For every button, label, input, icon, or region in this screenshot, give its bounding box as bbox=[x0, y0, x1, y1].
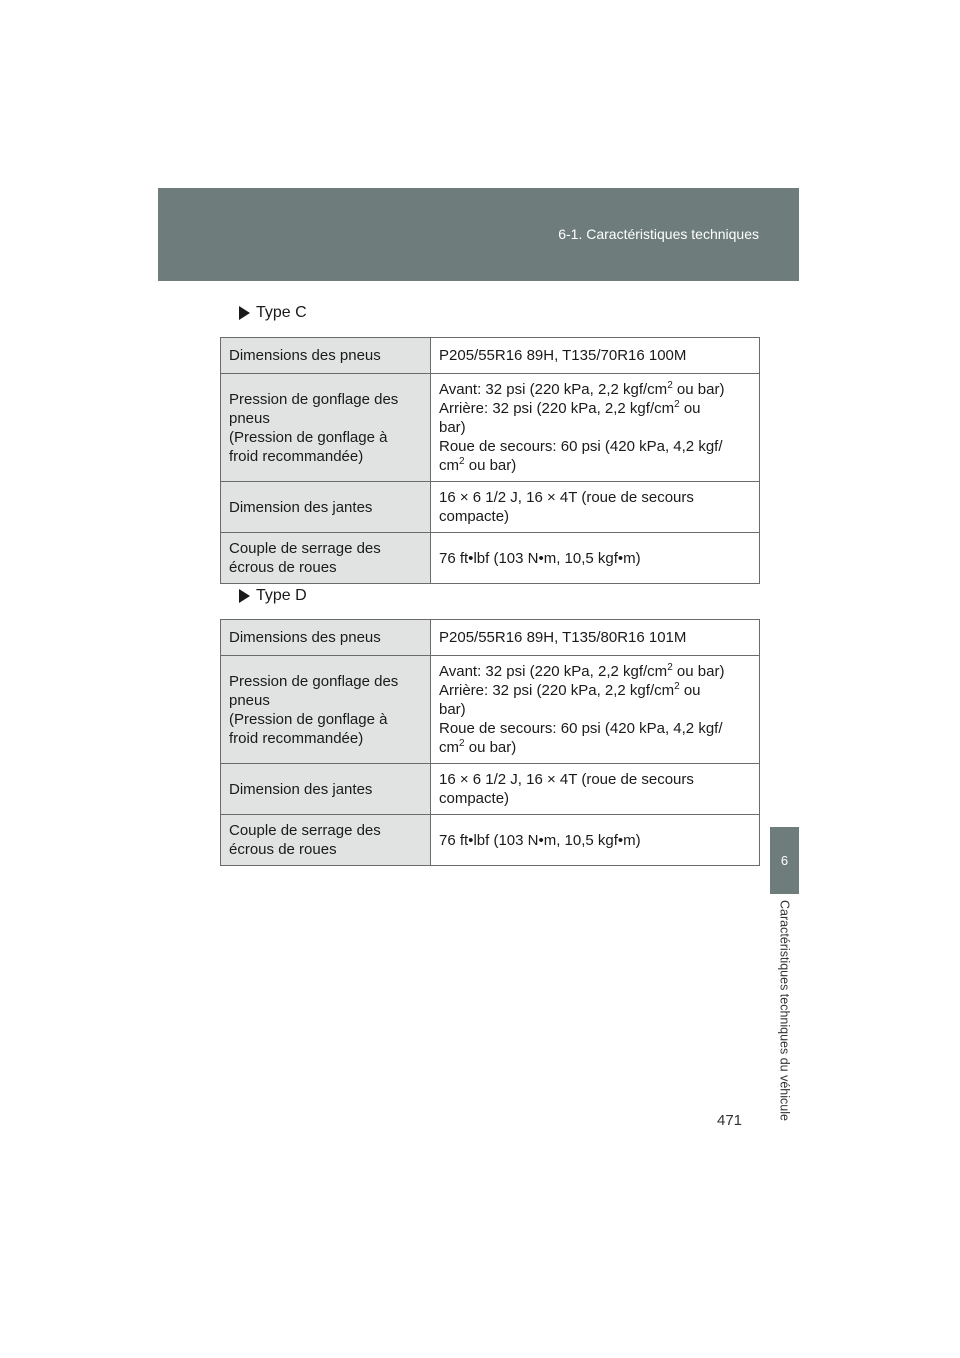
triangle-right-icon bbox=[239, 589, 250, 603]
pressure-label bbox=[221, 374, 431, 482]
torque-label-line: écrous de roues bbox=[229, 559, 337, 576]
table-row bbox=[221, 482, 760, 533]
torque-label-line: écrous de roues bbox=[229, 841, 337, 858]
type-d-title: Type D bbox=[256, 587, 307, 604]
rear-pressure: Arrière: 32 psi (220 kPa, 2,2 kgf/$cm^2$ ou bbox=[439, 681, 701, 699]
table-row bbox=[221, 764, 760, 815]
tire-size-value: P205/55R16 89H, T135/70R16 100M bbox=[431, 338, 760, 374]
table-row bbox=[221, 815, 760, 866]
type-d-heading bbox=[239, 587, 307, 605]
pressure-label-line: Pression de gonflage des bbox=[229, 672, 399, 690]
pressure-value bbox=[431, 656, 760, 764]
pressure-value bbox=[431, 374, 760, 482]
table-row bbox=[221, 620, 760, 656]
spare-pressure: Roue de secours: 60 psi (420 kPa, 4,2 kgf/ bbox=[439, 438, 723, 455]
spare-pressure: Roue de secours: 60 psi (420 kPa, 4,2 kgf/ bbox=[439, 720, 723, 737]
front-pressure: Avant: 32 psi (220 kPa, 2,2 kgf/$cm^2$ ou bar) bbox=[439, 380, 725, 398]
chapter-tab[interactable] bbox=[770, 827, 799, 894]
pressure-label-line: pneus bbox=[229, 691, 270, 709]
spare-pressure-cont: $cm^2$ ou bar) bbox=[439, 738, 517, 756]
type-c-title: Type C bbox=[256, 304, 307, 321]
wheel-size-value bbox=[431, 482, 760, 533]
spare-pressure-cont: $cm^2$ ou bar) bbox=[439, 456, 517, 474]
page-number: 471 bbox=[717, 1112, 743, 1129]
spec-table-type-c bbox=[220, 337, 760, 584]
wheel-size-value bbox=[431, 764, 760, 815]
pressure-label-line: (Pression de gonflage à bbox=[229, 710, 388, 728]
wheel-size-label: Dimension des jantes bbox=[221, 482, 431, 533]
table-row bbox=[221, 656, 760, 764]
table-row bbox=[221, 374, 760, 482]
pressure-label-line: froid recommandée) bbox=[229, 729, 364, 747]
wheel-size-line: compacte) bbox=[439, 790, 510, 807]
rear-pressure-cont: bar) bbox=[439, 701, 466, 718]
tire-size-label: Dimensions des pneus bbox=[221, 620, 431, 656]
rear-pressure: Arrière: 32 psi (220 kPa, 2,2 kgf/$cm^2$ ou bbox=[439, 399, 701, 417]
tire-size-label: Dimensions des pneus bbox=[221, 338, 431, 374]
wheel-size-line: compacte) bbox=[439, 508, 510, 525]
wheel-size-label: Dimension des jantes bbox=[221, 764, 431, 815]
torque-label-line: Couple de serrage des bbox=[229, 540, 381, 557]
wheel-size-line: 16 × 6 1/2 J, 16 × 4T (roue de secours bbox=[439, 771, 694, 788]
torque-label bbox=[221, 815, 431, 866]
table-row bbox=[221, 533, 760, 584]
pressure-label-line: (Pression de gonflage à bbox=[229, 428, 388, 446]
chapter-title-wrap bbox=[770, 900, 799, 1121]
tire-size-value: P205/55R16 89H, T135/80R16 101M bbox=[431, 620, 760, 656]
front-pressure: Avant: 32 psi (220 kPa, 2,2 kgf/$cm^2$ ou bar) bbox=[439, 662, 725, 680]
torque-value: 76 ft•lbf (103 N•m, 10,5 kgf•m) bbox=[431, 815, 760, 866]
section-header: 6-1. Caractéristiques techniques bbox=[558, 226, 759, 242]
rear-pressure-cont: bar) bbox=[439, 419, 466, 436]
chapter-title: Caractéristiques techniques du véhicule bbox=[777, 900, 792, 1121]
torque-value: 76 ft•lbf (103 N•m, 10,5 kgf•m) bbox=[431, 533, 760, 584]
pressure-label bbox=[221, 656, 431, 764]
torque-label-line: Couple de serrage des bbox=[229, 822, 381, 839]
type-c-heading bbox=[239, 304, 307, 322]
torque-label bbox=[221, 533, 431, 584]
triangle-right-icon bbox=[239, 306, 250, 320]
table-row bbox=[221, 338, 760, 374]
pressure-label-line: pneus bbox=[229, 409, 270, 427]
chapter-number: 6 bbox=[780, 853, 789, 868]
spec-table-type-d bbox=[220, 619, 760, 866]
wheel-size-line: 16 × 6 1/2 J, 16 × 4T (roue de secours bbox=[439, 489, 694, 506]
pressure-label-line: Pression de gonflage des bbox=[229, 390, 399, 408]
header-band bbox=[158, 188, 799, 281]
pressure-label-line: froid recommandée) bbox=[229, 447, 364, 465]
